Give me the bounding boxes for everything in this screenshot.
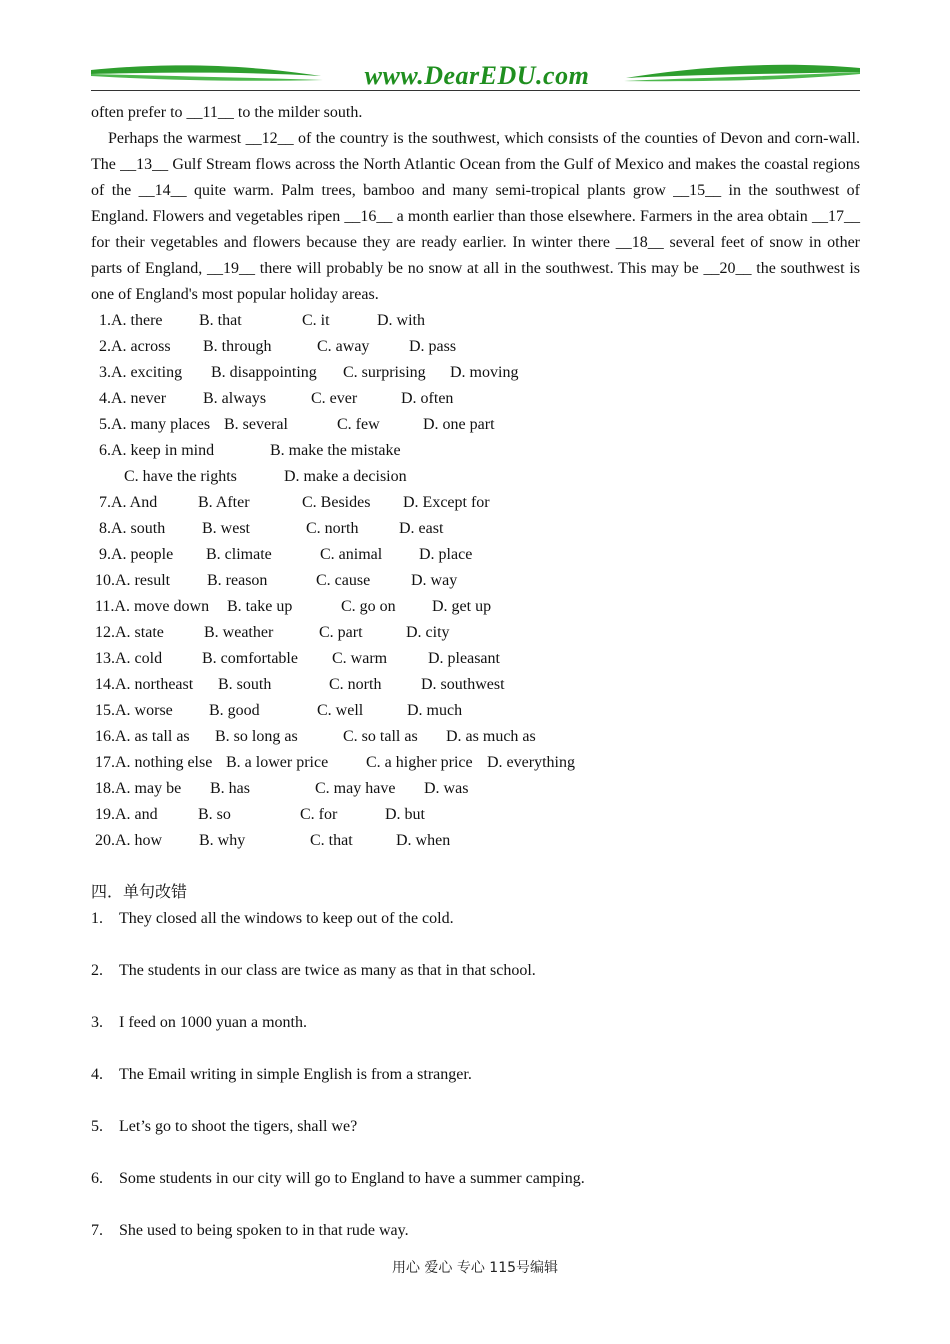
item-number: 2. xyxy=(91,962,103,979)
item-number: 6. xyxy=(91,1170,103,1187)
list-item xyxy=(91,1114,860,1140)
item-text: Some students in our city will go to England to have a summer camping. xyxy=(119,1170,585,1187)
option-b: B. has xyxy=(210,780,250,797)
answer-options xyxy=(91,308,860,854)
option-d: D. with xyxy=(377,312,425,329)
option-row xyxy=(91,646,860,672)
option-b: B. that xyxy=(199,312,242,329)
option-a: 12.A. state xyxy=(95,624,164,641)
option-a: 8.A. south xyxy=(99,520,166,537)
option-row xyxy=(91,828,860,854)
option-c: C. north xyxy=(306,520,359,537)
option-b: B. weather xyxy=(204,624,274,641)
passage-paragraph xyxy=(91,126,860,308)
option-row xyxy=(91,620,860,646)
page-content xyxy=(91,100,860,1270)
option-d: D. southwest xyxy=(421,676,505,693)
option-a: 1.A. there xyxy=(99,312,163,329)
option-d: D. Except for xyxy=(403,494,490,511)
option-b: B. disappointing xyxy=(211,364,317,381)
option-b: B. a lower price xyxy=(226,754,329,771)
option-row xyxy=(91,464,860,490)
list-item xyxy=(91,958,860,984)
option-row xyxy=(91,594,860,620)
option-a: 18.A. may be xyxy=(95,780,182,797)
option-c: C. so tall as xyxy=(343,728,418,745)
option-d: D. place xyxy=(419,546,473,563)
option-d: D. one part xyxy=(423,416,495,433)
option-row xyxy=(91,802,860,828)
option-d: D. often xyxy=(401,390,454,407)
option-c: C. animal xyxy=(320,546,383,563)
option-b: B. so xyxy=(198,806,231,823)
option-b: B. After xyxy=(198,494,250,511)
option-a: 19.A. and xyxy=(95,806,158,823)
option-a: 13.A. cold xyxy=(95,650,163,667)
option-c: C. may have xyxy=(315,780,396,797)
list-item xyxy=(91,1166,860,1192)
item-text: I feed on 1000 yuan a month. xyxy=(119,1014,307,1031)
error-correction-list xyxy=(91,906,860,1244)
page-header xyxy=(91,62,860,94)
list-item xyxy=(91,906,860,932)
option-row xyxy=(91,516,860,542)
item-text: They closed all the windows to keep out of the cold. xyxy=(119,910,454,927)
option-a: 16.A. as tall as xyxy=(95,728,190,745)
option-a: 11.A. move down xyxy=(95,598,210,615)
option-c: C. few xyxy=(337,416,380,433)
option-c: C. it xyxy=(302,312,330,329)
option-b: B. through xyxy=(203,338,272,355)
page-footer: 用心 爱心 专心 115号编辑 xyxy=(391,1260,559,1276)
option-row xyxy=(91,334,860,360)
option-d: D. make a decision xyxy=(284,468,407,485)
option-b: B. always xyxy=(203,390,267,407)
option-row xyxy=(91,386,860,412)
option-c: C. part xyxy=(319,624,363,641)
option-d: D. when xyxy=(396,832,451,849)
option-b: B. several xyxy=(224,416,288,433)
option-row xyxy=(91,698,860,724)
option-a: 6.A. keep in mind xyxy=(99,442,215,459)
option-a: 2.A. across xyxy=(99,338,171,355)
option-b: B. reason xyxy=(207,572,268,589)
item-number: 7. xyxy=(91,1222,103,1239)
option-a: 7.A. And xyxy=(99,494,158,511)
option-c: C. a higher price xyxy=(366,754,473,771)
passage-continuation-line: often prefer to __11__ to the milder south. xyxy=(91,104,363,121)
list-item xyxy=(91,1062,860,1088)
option-b: B. why xyxy=(199,832,246,849)
option-c: C. go on xyxy=(341,598,396,615)
option-row xyxy=(91,724,860,750)
option-c: C. ever xyxy=(311,390,358,407)
option-a: 3.A. exciting xyxy=(99,364,183,381)
option-b: B. good xyxy=(209,702,260,719)
option-d: D. pleasant xyxy=(428,650,500,667)
option-d: D. way xyxy=(411,572,458,589)
option-c: C. have the rights xyxy=(124,468,237,485)
option-c: C. away xyxy=(317,338,370,355)
option-b: B. west xyxy=(202,520,250,537)
option-d: D. was xyxy=(424,780,469,797)
option-d: D. moving xyxy=(450,364,519,381)
option-d: D. east xyxy=(399,520,444,537)
item-number: 3. xyxy=(91,1014,103,1031)
option-b: B. climate xyxy=(206,546,272,563)
option-row xyxy=(91,308,860,334)
item-number: 1. xyxy=(91,910,103,927)
option-row xyxy=(91,412,860,438)
option-a: 14.A. northeast xyxy=(95,676,194,693)
option-c: C. warm xyxy=(332,650,388,667)
item-text: Let’s go to shoot the tigers, shall we? xyxy=(119,1118,358,1135)
option-row xyxy=(91,568,860,594)
option-c: C. surprising xyxy=(343,364,426,381)
option-b: B. take up xyxy=(227,598,293,615)
option-row xyxy=(91,542,860,568)
item-text: The Email writing in simple English is from a stranger. xyxy=(119,1066,472,1083)
option-d: D. much xyxy=(407,702,463,719)
list-item xyxy=(91,1010,860,1036)
option-row xyxy=(91,438,860,464)
item-number: 4. xyxy=(91,1066,103,1083)
option-b: B. south xyxy=(218,676,272,693)
option-a: 15.A. worse xyxy=(95,702,173,719)
option-b: B. comfortable xyxy=(202,650,298,667)
passage-text: Perhaps the warmest __12__ of the country is the southwest, which consists of the counties of Devon and corn-wall. The __13__ Gulf Stream flows across the North Atlantic Ocean from the Gulf of Mexico and makes the coastal regions of the __14__ quite warm. Palm trees, bamboo and many semi-tropical plants grow __15__ in the southwest of England. Flowers and vegetables ripen __16__ a month earlier than those elsewhere. Farmers in the area obtain __17__ for their vegetables and flowers because they are ready earlier. In winter there __18__ several feet of snow in other parts of England, __19__ there will probably be no snow at all in the southwest. This may be __20__ the southwest is one of England's most popular holiday areas. xyxy=(91,130,860,303)
option-row xyxy=(91,672,860,698)
option-row xyxy=(91,776,860,802)
item-text: She used to being spoken to in that rude way. xyxy=(119,1222,409,1239)
item-text: The students in our class are twice as many as that in that school. xyxy=(119,962,536,979)
option-d: D. but xyxy=(385,806,425,823)
option-d: D. city xyxy=(406,624,450,641)
option-a: 10.A. result xyxy=(95,572,171,589)
option-c: C. cause xyxy=(316,572,371,589)
list-item xyxy=(91,1218,860,1244)
site-logo[interactable]: www.DearEDU.com xyxy=(364,61,590,90)
option-d: D. everything xyxy=(487,754,575,771)
option-row xyxy=(91,360,860,386)
option-c: C. Besides xyxy=(302,494,371,511)
option-row xyxy=(91,750,860,776)
option-d: D. get up xyxy=(432,598,492,615)
option-c: C. well xyxy=(317,702,364,719)
option-d: D. pass xyxy=(409,338,457,355)
header-rule xyxy=(91,90,860,91)
option-row xyxy=(91,490,860,516)
item-number: 5. xyxy=(91,1118,103,1135)
section-title: 四．单句改错 xyxy=(91,884,188,901)
option-a: 4.A. never xyxy=(99,390,167,407)
option-a: 17.A. nothing else xyxy=(95,754,213,771)
option-b: B. make the mistake xyxy=(270,442,401,459)
option-d: D. as much as xyxy=(446,728,536,745)
option-a: 9.A. people xyxy=(99,546,174,563)
option-c: C. that xyxy=(310,832,353,849)
option-b: B. so long as xyxy=(215,728,298,745)
option-c: C. north xyxy=(329,676,382,693)
option-a: 20.A. how xyxy=(95,832,163,849)
option-c: C. for xyxy=(300,806,338,823)
option-a: 5.A. many places xyxy=(99,416,211,433)
